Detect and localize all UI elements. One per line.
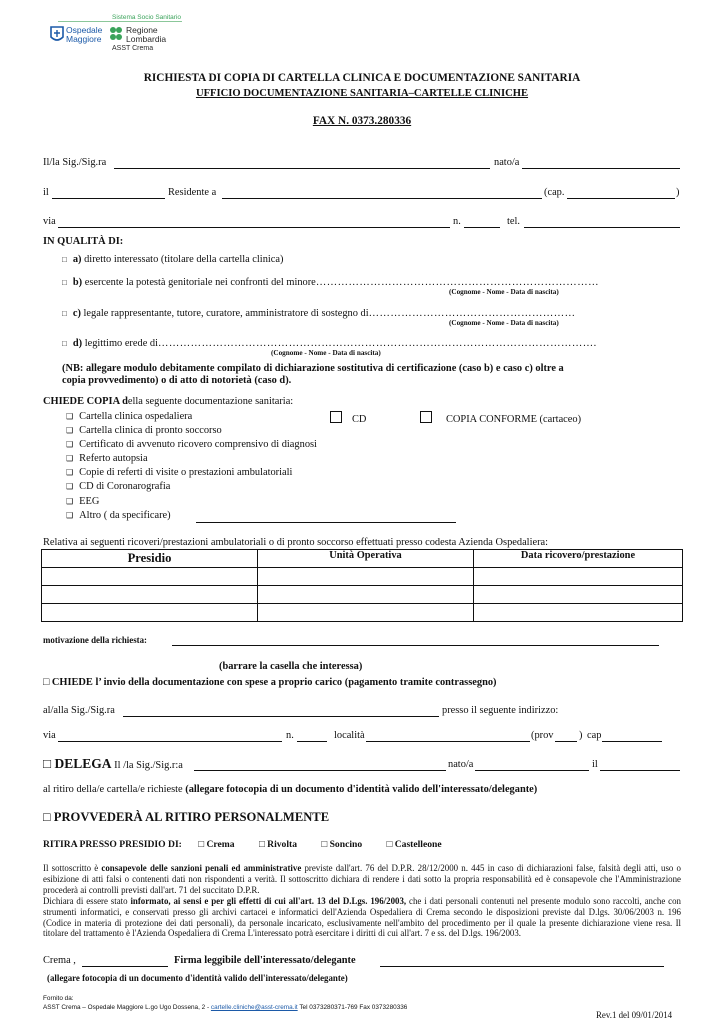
checkbox-icon[interactable]: ❑ bbox=[66, 412, 74, 421]
option-d[interactable] bbox=[62, 338, 597, 349]
footer-address bbox=[43, 1004, 407, 1011]
table-header-row bbox=[42, 550, 683, 568]
signature-label: Firma leggibile dell'interessato/delegante bbox=[174, 955, 356, 966]
p1-rest: previste dall'art. 76 del D.P.R. 28/12/2000 n. 445 in caso di dichiarazioni false, falsità degli atti, uso o esibizione di atti falsi o contenenti dati non rispondenti a verità. Il sottoscritto dichiara di rendere i dati sotto la propria responsabilità ed è consapevole che l'Amministrazione procederà ai controlli previsti dall'art. 71 del succitato D.P.R. bbox=[43, 863, 681, 895]
dotted-line[interactable]: ………………………………………………… bbox=[368, 308, 576, 319]
altro-field[interactable] bbox=[196, 522, 456, 523]
delega-name-field[interactable] bbox=[194, 770, 446, 771]
al-label: al/alla Sig./Sig.ra bbox=[43, 705, 115, 716]
p2-start: Dichiara di essere stato bbox=[43, 896, 131, 906]
doc-item-label: Referto autopsia bbox=[79, 453, 148, 465]
asst-label: ASST Crema bbox=[112, 45, 154, 52]
prov-field[interactable] bbox=[555, 741, 577, 742]
invio-n-label: n. bbox=[286, 730, 294, 741]
option-c-text: legale rappresentante, tutore, curatore, amministratore di sostegno di bbox=[83, 308, 369, 319]
option-b-text: esercente la potestà genitoriale nei confronti del minore bbox=[84, 277, 316, 288]
localita-label: località bbox=[334, 730, 365, 741]
cd-option-label: CD bbox=[352, 414, 367, 425]
doc-item-label: Certificato di avvenuto ricovero comprensivo di diagnosi bbox=[79, 439, 317, 451]
hospital-icon bbox=[50, 25, 64, 43]
signature-date-field[interactable] bbox=[82, 966, 168, 967]
doc-item-label: CD di Coronarografia bbox=[79, 481, 171, 493]
region-lombardia-icon bbox=[108, 25, 124, 43]
delega-nato-field[interactable] bbox=[475, 770, 589, 771]
doc-item-label: Altro ( da specificare) bbox=[79, 509, 171, 521]
invio-n-field[interactable] bbox=[297, 741, 327, 742]
column-header: Presidio bbox=[42, 550, 258, 568]
checkbox-icon[interactable]: ❑ bbox=[66, 468, 74, 478]
p1-bold: consapevole delle sanzioni penali ed amministrative bbox=[101, 863, 302, 873]
column-header: Data ricovero/prestazione bbox=[474, 550, 683, 568]
ritiro-presidio-label: RITIRA PRESSO PRESIDIO DI: bbox=[43, 839, 182, 850]
hospital-name-2: Maggiore bbox=[66, 34, 102, 44]
table-cell[interactable] bbox=[258, 568, 474, 586]
chiede-invio[interactable]: □ CHIEDE l’ invio della documentazione con spese a proprio carico (pagamento tramite contrassegno) bbox=[43, 677, 497, 688]
qualita-heading: IN QUALITÀ DI: bbox=[43, 236, 124, 247]
checkbox-icon[interactable]: □ bbox=[62, 339, 67, 348]
option-key: b) bbox=[72, 277, 83, 288]
revision-label: Rev.1 del 09/01/2014 bbox=[596, 1010, 673, 1020]
presidio-table bbox=[41, 549, 683, 622]
option-d-text: legittimo erede di bbox=[84, 338, 158, 349]
il-label: il bbox=[43, 187, 49, 198]
table-row bbox=[42, 568, 683, 586]
doc-item[interactable] bbox=[66, 410, 317, 424]
ritiro-presidio-line bbox=[43, 839, 442, 850]
checkbox-icon[interactable]: ❑ bbox=[66, 496, 74, 506]
footer-fornito: Fornito da: bbox=[43, 995, 74, 1002]
option-a[interactable] bbox=[62, 254, 283, 265]
invio-cap-label: cap bbox=[587, 730, 602, 741]
delega-il-label: il bbox=[592, 759, 598, 770]
privacy-paragraph bbox=[43, 896, 681, 939]
checkbox-icon[interactable]: □ bbox=[62, 309, 67, 318]
table-row bbox=[42, 604, 683, 622]
cap-field[interactable] bbox=[567, 198, 675, 199]
hospital-name-1: Ospedale bbox=[66, 25, 103, 35]
system-label: Sistema Socio Sanitario bbox=[112, 14, 182, 21]
table-cell[interactable] bbox=[258, 604, 474, 622]
region-name-2: Lombardia bbox=[126, 34, 167, 44]
table-cell[interactable] bbox=[42, 586, 258, 604]
column-header: Unità Operativa bbox=[258, 550, 474, 568]
nb-note-2: copia provvedimento) o di atto di notorietà (caso d). bbox=[62, 375, 292, 386]
fax-number: FAX N. 0373.280336 bbox=[312, 115, 412, 127]
p1-start: Il sottoscritto è bbox=[43, 863, 102, 873]
signature-note: (allegare fotocopia di un documento d'identità valido dell'interessato/delegante) bbox=[47, 973, 348, 983]
p2-bold: informato, ai sensi e per gli effetti di cui all'art. 13 del D.Lgs. 196/2003, bbox=[130, 896, 407, 906]
al-field[interactable] bbox=[123, 716, 439, 717]
signature-place: Crema , bbox=[43, 955, 76, 966]
option-key: a) bbox=[72, 254, 82, 265]
localita-field[interactable] bbox=[366, 741, 530, 742]
cap-close: ) bbox=[676, 187, 680, 198]
presso-label: presso il seguente indirizzo: bbox=[442, 705, 559, 716]
invio-via-field[interactable] bbox=[58, 741, 282, 742]
table-cell[interactable] bbox=[258, 586, 474, 604]
residente-label: Residente a bbox=[168, 187, 217, 198]
nb-note-1: (NB: allegare modulo debitamente compilato di dichiarazione sostitutiva di certificazione (caso b) e caso c) oltre a bbox=[62, 363, 564, 374]
cognome-note-d: (Cognome - Nome - Data di nascita) bbox=[271, 349, 381, 357]
tel-label: tel. bbox=[507, 216, 520, 227]
signature-field[interactable] bbox=[380, 966, 664, 967]
number-field[interactable] bbox=[464, 227, 500, 228]
doc-item[interactable] bbox=[66, 438, 317, 452]
cognome-note-c: (Cognome - Nome - Data di nascita) bbox=[449, 319, 559, 327]
doc-item[interactable] bbox=[66, 452, 317, 466]
cap-label: (cap. bbox=[544, 187, 565, 198]
doc-item-label: EEG bbox=[79, 495, 100, 507]
checkbox-icon[interactable]: ❑ bbox=[66, 510, 74, 520]
footer-address-text: ASST Crema – Ospedale Maggiore L.go Ugo Dossena, 2 - bbox=[43, 1004, 211, 1011]
p2-rest: che i dati personali contenuti nel presente modulo sono raccolti, anche con strumenti informatici, e conservati presso gli archivi cartacei e informatici dell'Azienda Ospedaliera di Crema secondo le disposizioni previste dal D.lgs. 30/06/2003 n. 196 (Codice in materia di protezione dei dati personali), da personale incaricato, esclusivamente nell'ambito del procedimento per il quale la presente dichiarazione viene resa. Il titolare del trattamento è l'Azienda Ospedaliera di Crema L'interessato potrà esercitare i diritti di cui all'art. 7 e ss. del D.lgs. 196/2003. bbox=[43, 896, 681, 939]
ritiro-text bbox=[43, 784, 537, 795]
delega-il-field[interactable] bbox=[600, 770, 680, 771]
delega-sig-label: Il /la Sig./Sig.r:a bbox=[114, 760, 183, 771]
doc-item[interactable] bbox=[66, 509, 317, 523]
prov-close: ) bbox=[579, 730, 583, 741]
chiede-copia-label bbox=[43, 396, 293, 407]
via-field[interactable] bbox=[58, 227, 450, 228]
doc-item-label: Cartella clinica di pronto soccorso bbox=[79, 425, 222, 437]
delega-option[interactable]: □ DELEGA bbox=[43, 756, 112, 771]
prov-label: (prov bbox=[531, 730, 554, 741]
checkbox-icon[interactable]: □ bbox=[62, 278, 67, 287]
barrare-note: (barrare la casella che interessa) bbox=[219, 661, 363, 672]
table-cell[interactable] bbox=[42, 604, 258, 622]
sanzioni-paragraph bbox=[43, 863, 681, 895]
conforme-option-label: COPIA CONFORME (cartaceo) bbox=[446, 414, 582, 425]
option-c[interactable] bbox=[62, 308, 576, 319]
dotted-line[interactable]: …………………………………………………………………………………………………………. bbox=[158, 338, 597, 349]
footer-email-link[interactable]: cartelle.cliniche@asst-crema.it bbox=[210, 1004, 298, 1011]
hospital-logo bbox=[50, 14, 190, 56]
presidio-option-crema[interactable]: □ Crema bbox=[198, 839, 235, 850]
sig-field[interactable] bbox=[114, 168, 490, 169]
doc-list bbox=[66, 410, 317, 523]
doc-item-label: Copie di referti di visite o prestazioni ambulatoriali bbox=[79, 467, 293, 479]
table-cell[interactable] bbox=[474, 586, 683, 604]
conforme-option[interactable] bbox=[420, 411, 581, 425]
via-label: via bbox=[43, 216, 56, 227]
presidio-option-soncino[interactable]: □ Soncino bbox=[321, 839, 363, 850]
presidio-option-rivolta[interactable]: □ Rivolta bbox=[258, 839, 297, 850]
checkbox-icon[interactable]: ❑ bbox=[66, 440, 74, 450]
invio-cap-field[interactable] bbox=[602, 741, 662, 742]
doc-item[interactable] bbox=[66, 495, 317, 509]
dotted-line[interactable]: …………………………………………………………………… bbox=[315, 277, 599, 288]
relativa-text: Relativa ai seguenti ricoveri/prestazioni ambulatoriali o di pronto soccorso effettuati presso codesta Azienda Ospedaliera: bbox=[43, 537, 549, 548]
doc-item[interactable] bbox=[66, 424, 317, 438]
region-name-1: Regione bbox=[126, 25, 158, 35]
page-subtitle: UFFICIO DOCUMENTAZIONE SANITARIA–CARTELLE CLINICHE bbox=[195, 88, 529, 99]
table-cell[interactable] bbox=[474, 568, 683, 586]
residente-field[interactable] bbox=[222, 198, 542, 199]
page-title: RICHIESTA DI COPIA DI CARTELLA CLINICA E DOCUMENTAZIONE SANITARIA bbox=[143, 72, 581, 84]
table-cell[interactable] bbox=[42, 568, 258, 586]
checkbox-icon[interactable] bbox=[330, 411, 342, 423]
date-field[interactable] bbox=[52, 198, 165, 199]
cd-option[interactable] bbox=[330, 411, 366, 425]
table-cell[interactable] bbox=[474, 604, 683, 622]
ritiro-text-plain: al ritiro della/e cartella/e richieste bbox=[43, 784, 183, 795]
tel-field[interactable] bbox=[524, 227, 680, 228]
nato-label: nato/a bbox=[494, 157, 520, 168]
sig-label: Il/la Sig./Sig.ra bbox=[43, 157, 107, 168]
option-key: d) bbox=[72, 338, 83, 349]
motivazione-label: motivazione della richiesta: bbox=[43, 635, 148, 645]
option-b[interactable] bbox=[62, 277, 599, 288]
provvedera-option[interactable]: □ PROVVEDERÀ AL RITIRO PERSONALMENTE bbox=[43, 810, 330, 824]
n-label: n. bbox=[453, 216, 461, 227]
header-divider bbox=[58, 21, 182, 22]
doc-item-label: Cartella clinica ospedaliera bbox=[79, 411, 193, 422]
cognome-note-b: (Cognome - Nome - Data di nascita) bbox=[449, 288, 559, 296]
option-a-text: diretto interessato (titolare della cartella clinica) bbox=[84, 254, 284, 265]
table-row bbox=[42, 586, 683, 604]
checkbox-icon[interactable] bbox=[420, 411, 432, 423]
delega-nato-label: nato/a bbox=[448, 759, 474, 770]
option-key: c) bbox=[72, 308, 81, 319]
presidio-option-castelleone[interactable]: □ Castelleone bbox=[386, 839, 442, 850]
checkbox-icon[interactable]: □ bbox=[62, 255, 67, 264]
invio-via-label: via bbox=[43, 730, 56, 741]
checkbox-icon[interactable]: ❑ bbox=[66, 482, 74, 492]
chiede-copia-rest: ella seguente documentazione sanitaria: bbox=[127, 396, 294, 407]
checkbox-icon[interactable]: ❑ bbox=[66, 454, 74, 464]
checkbox-icon[interactable]: ❑ bbox=[66, 426, 74, 436]
nato-field[interactable] bbox=[522, 168, 680, 169]
doc-item[interactable] bbox=[66, 466, 317, 480]
ritiro-text-bold: (allegare fotocopia di un documento d'identità valido dell'interessato/delegante) bbox=[185, 784, 538, 795]
motivazione-field[interactable] bbox=[172, 645, 659, 646]
chiede-copia-bold: CHIEDE COPIA d bbox=[43, 396, 128, 407]
doc-item[interactable] bbox=[66, 480, 317, 494]
delega-line bbox=[43, 756, 183, 772]
footer-contacts: Tel 0373280371-769 Fax 0373280336 bbox=[297, 1004, 408, 1011]
